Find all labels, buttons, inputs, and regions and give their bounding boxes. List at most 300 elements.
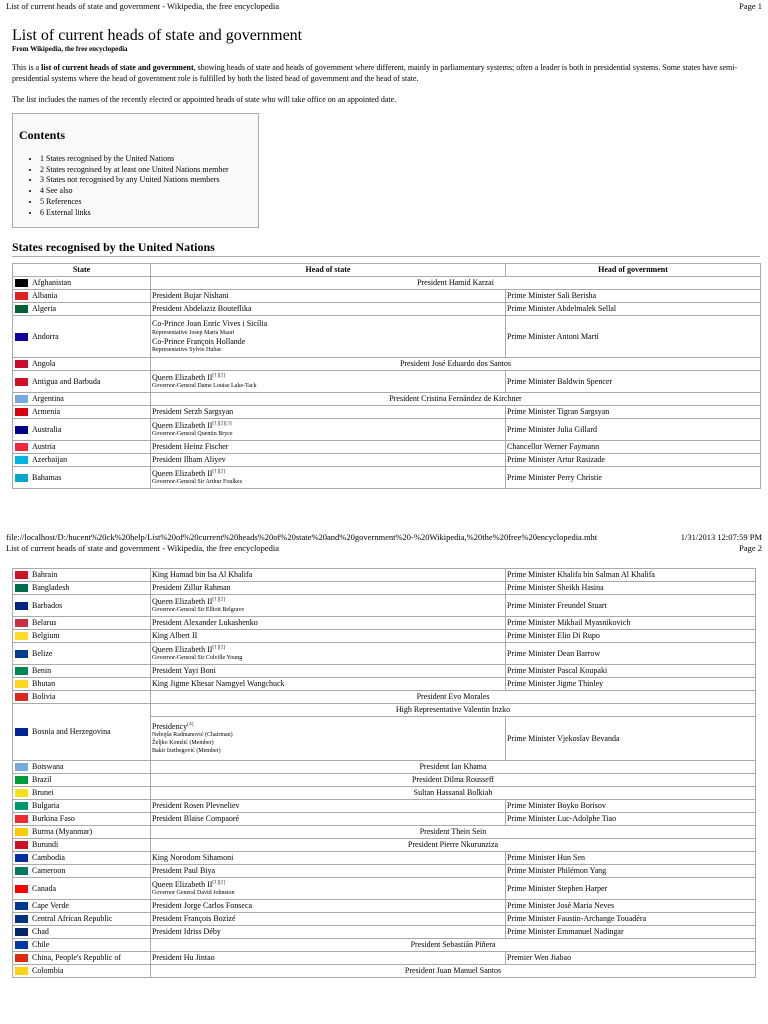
state-name[interactable]: Belgium [32, 631, 60, 641]
table-row [13, 965, 756, 978]
table-row [13, 787, 756, 800]
flag-icon [15, 693, 28, 701]
merged-head-cell [151, 774, 756, 787]
table-header-row [13, 264, 761, 277]
table-row [13, 839, 756, 852]
merged-head-name[interactable]: President Evo Morales [416, 692, 490, 702]
state-name[interactable]: Afghanistan [32, 278, 72, 288]
head-of-government-cell [506, 865, 756, 878]
flag-icon [15, 378, 28, 386]
flag-icon [15, 395, 28, 403]
flag-icon [15, 941, 28, 949]
head-of-state-cell [151, 617, 506, 630]
head-of-government-name[interactable]: Prime Minister Freundel Stuart [507, 600, 607, 610]
flag-icon [15, 474, 28, 482]
head-of-state-name-2[interactable]: Co-Prince François Hollande [152, 336, 246, 346]
citation-ref[interactable]: [1][2][3] [212, 420, 232, 427]
state-cell [13, 678, 151, 691]
state-cell [13, 800, 151, 813]
citation-ref[interactable]: [1][2] [212, 879, 226, 886]
toc-item[interactable]: • 4 See also [40, 186, 252, 197]
head-of-government-name[interactable]: Prime Minister Philémon Yang [507, 866, 607, 876]
toc-item[interactable]: • 6 External links [40, 208, 252, 219]
representative-name[interactable]: Governor-General Quentin Bryce [152, 431, 233, 438]
state-cell [13, 467, 151, 489]
state-name[interactable]: Australia [32, 424, 62, 434]
citation-ref[interactable]: [1][2] [212, 372, 226, 379]
head-of-state-cell [151, 900, 506, 913]
head-of-government-name[interactable]: Prime Minister Faustin-Archange Touadéra [507, 914, 647, 924]
head-of-state-cell [151, 852, 506, 865]
head-of-government-cell [506, 595, 756, 617]
page2-page-label: Page 2 [739, 543, 762, 553]
head-of-state-name[interactable]: President Bujar Nishani [152, 291, 229, 301]
col-header-state: State [13, 264, 151, 277]
head-of-state-name[interactable]: President Heinz Fischer [152, 442, 229, 452]
head-of-state-cell [151, 419, 506, 441]
citation-ref[interactable]: [1][2] [212, 644, 226, 651]
head-of-state-name[interactable]: Queen Elizabeth II [152, 372, 213, 382]
flag-icon [15, 954, 28, 962]
head-of-state-name[interactable]: Queen Elizabeth II [152, 420, 213, 430]
state-cell [13, 952, 151, 965]
representative-name[interactable]: Governor-General Sir Colville Young [152, 655, 243, 662]
state-name[interactable]: Argentina [32, 394, 64, 404]
state-name[interactable]: Chad [32, 927, 49, 937]
table-row [13, 704, 756, 717]
flag-icon [15, 841, 28, 849]
head-of-state-name[interactable]: King Jigme Khesar Namgyel Wangchuck [152, 679, 285, 689]
state-name[interactable]: Antigua and Barbuda [32, 376, 101, 386]
flag-icon [15, 279, 28, 287]
head-of-state-name[interactable]: King Norodom Sihamoni [152, 853, 234, 863]
state-name[interactable]: Armenia [32, 407, 60, 417]
state-cell [13, 582, 151, 595]
table-row [13, 852, 756, 865]
merged-head-cell [151, 393, 761, 406]
state-cell [13, 787, 151, 800]
state-cell [13, 454, 151, 467]
head-of-state-name[interactable]: President Alexander Lukashenko [152, 618, 258, 628]
head-of-government-cell [506, 371, 761, 393]
state-cell [13, 852, 151, 865]
head-of-government-name[interactable]: Prime Minister Sali Berisha [507, 291, 597, 301]
state-cell [13, 290, 151, 303]
state-name[interactable]: Bahamas [32, 472, 62, 482]
page2-header [6, 543, 762, 553]
state-name[interactable]: Cameroon [32, 866, 66, 876]
head-of-government-name[interactable]: Prime Minister Antoni Martí [507, 331, 599, 341]
table-body [13, 569, 756, 978]
state-cell [13, 913, 151, 926]
state-name[interactable]: Algeria [32, 304, 56, 314]
head-of-government-name[interactable]: Prime Minister Emmanuel Nadingar [507, 927, 624, 937]
head-of-government-name[interactable]: Prime Minister Perry Christie [507, 472, 602, 482]
head-of-government-name[interactable]: Prime Minister Luc-Adolphe Tiao [507, 814, 617, 824]
merged-head-cell [151, 787, 756, 800]
merged-head-cell [151, 761, 756, 774]
state-name[interactable]: Brazil [32, 775, 52, 785]
head-of-government-cell [506, 441, 761, 454]
table-row [13, 290, 761, 303]
table-row [13, 774, 756, 787]
flag-icon [15, 584, 28, 592]
flag-icon [15, 885, 28, 893]
page1-footer [6, 532, 762, 542]
state-cell [13, 643, 151, 665]
head-of-government-name[interactable]: Prime Minister Abdelmalek Sellal [507, 304, 617, 314]
head-of-state-name[interactable]: Queen Elizabeth II [152, 596, 213, 606]
state-cell [13, 865, 151, 878]
table-row [13, 878, 756, 900]
flag-icon [15, 650, 28, 658]
state-cell [13, 878, 151, 900]
page1-page-label: Page 1 [739, 1, 762, 11]
representative-name[interactable]: Governor-General Dame Louise Lake-Tack [152, 383, 257, 390]
state-name[interactable]: Bosnia and Herzegovina [32, 727, 111, 737]
head-of-government-cell [506, 419, 761, 441]
state-name[interactable]: Chile [32, 940, 50, 950]
table-row [13, 678, 756, 691]
state-cell [13, 406, 151, 419]
section-rule [12, 256, 760, 257]
merged-head-name[interactable]: President Cristina Fernández de Kirchner [389, 394, 522, 404]
head-of-state-cell [151, 678, 506, 691]
head-of-government-name[interactable]: Prime Minister Artur Rasizade [507, 455, 605, 465]
head-of-state-name[interactable]: Queen Elizabeth II [152, 644, 213, 654]
head-of-state-name[interactable]: President Serzh Sargsyan [152, 407, 234, 417]
citation-ref[interactable]: [1][2] [212, 468, 226, 475]
head-of-state-cell [151, 371, 506, 393]
head-of-state-cell [151, 643, 506, 665]
col-header-head-of-state: Head of state [151, 264, 506, 277]
state-cell [13, 419, 151, 441]
state-name[interactable]: Central African Republic [32, 914, 113, 924]
state-cell [13, 965, 151, 978]
head-of-government-cell [506, 303, 761, 316]
intro-post: , showing heads of state and heads of government where different, mainly in parliamentary systems; often a leader is both in presidential systems. Some states have semi-presidential systems where the head of government role is fulfilled by both the listed head of government and the head of state. [12, 63, 738, 83]
flag-icon [15, 619, 28, 627]
merged-head-cell [151, 965, 756, 978]
state-name[interactable]: Bulgaria [32, 801, 60, 811]
table-row [13, 467, 761, 489]
toc-item[interactable]: • 2 States recognised by at least one United Nations member [40, 165, 252, 176]
state-name[interactable]: Canada [32, 883, 56, 893]
state-name[interactable]: Burkina Faso [32, 814, 75, 824]
table-body [13, 277, 761, 489]
table-row [13, 900, 756, 913]
state-cell [13, 358, 151, 371]
state-name[interactable]: Cape Verde [32, 901, 69, 911]
head-of-government-name[interactable]: Prime Minister Jigme Thinley [507, 679, 604, 689]
state-name[interactable]: Burma (Myanmar) [32, 827, 93, 837]
state-cell [13, 761, 151, 774]
head-of-state-name[interactable]: Co-Prince Joan Enric Vives i Sicília [152, 318, 268, 328]
state-name[interactable]: Bahrain [32, 570, 58, 580]
head-of-state-cell [151, 316, 506, 358]
intro-paragraph-2: The list includes the names of the recently elected or appointed heads of state who will take office on an appointed date. [12, 95, 397, 104]
state-name[interactable]: China, People's Republic of [32, 953, 121, 963]
head-of-government-cell [506, 717, 756, 761]
state-name[interactable]: Burundi [32, 840, 59, 850]
table-row [13, 303, 761, 316]
merged-head-cell [151, 358, 761, 371]
head-of-state-name[interactable]: President Ilham Aliyev [152, 455, 226, 465]
toc-item[interactable]: • 3 States not recognised by any United Nations members [40, 175, 252, 186]
state-cell [13, 303, 151, 316]
table-row [13, 800, 756, 813]
head-of-government-cell [506, 467, 761, 489]
head-of-government-name[interactable]: Prime Minister Dean Barrow [507, 648, 601, 658]
flag-icon [15, 728, 28, 736]
head-of-government-cell [506, 952, 756, 965]
footer-path: file://localhost/D:/hucent%20ck%20help/List%20of%20current%20heads%20of%20state%20and%20government%20-%20Wikipedia,%20the%20free%20encyclopedia.mht [6, 532, 598, 542]
merged-head-name[interactable]: President José Eduardo dos Santos [399, 359, 512, 369]
merged-head-name[interactable]: President Thein Sein [419, 827, 487, 837]
head-of-government-name[interactable]: Prime Minister Boyko Borisov [507, 801, 606, 811]
table-row [13, 441, 761, 454]
head-of-government-cell [506, 913, 756, 926]
head-of-government-name[interactable]: Prime Minister Hun Sen [507, 853, 585, 863]
head-of-state-name[interactable]: President Blaise Compaoré [152, 814, 240, 824]
head-of-state-cell [151, 865, 506, 878]
head-of-government-cell [506, 406, 761, 419]
table-row [13, 826, 756, 839]
state-name[interactable]: Belize [32, 648, 53, 658]
citation-ref[interactable]: [1][2] [212, 596, 226, 603]
head-of-state-cell [151, 952, 506, 965]
flag-icon [15, 571, 28, 579]
merged-head-cell [151, 277, 761, 290]
state-name[interactable]: Bhutan [32, 679, 56, 689]
head-of-government-name[interactable]: Prime Minister Baldwin Spencer [507, 376, 613, 386]
state-name[interactable]: Austria [32, 442, 56, 452]
merged-head-name[interactable]: President Dilma Rousseff [411, 775, 495, 785]
state-name[interactable]: Angola [32, 359, 56, 369]
state-cell [13, 595, 151, 617]
representative-name[interactable]: Representative Josep Maria Mauri [152, 329, 235, 336]
flag-icon [15, 680, 28, 688]
head-of-state-name[interactable]: King Albert II [152, 631, 198, 641]
citation-ref[interactable]: [4] [187, 721, 194, 728]
head-of-government-name[interactable]: Prime Minister Julia Gillard [507, 424, 597, 434]
state-cell [13, 939, 151, 952]
state-cell [13, 393, 151, 406]
state-name[interactable]: Colombia [32, 966, 64, 976]
presidency-member[interactable]: Željko Komšić (Member) [152, 740, 214, 747]
state-name[interactable]: Barbados [32, 600, 63, 610]
section-heading: States recognised by the United Nations [12, 240, 215, 254]
toc-item[interactable]: • 5 References [40, 197, 252, 208]
table-row [13, 691, 756, 704]
table-row [13, 406, 761, 419]
table-row [13, 813, 756, 826]
head-of-government-cell [506, 630, 756, 643]
merged-head-name[interactable]: President Hamid Karzai [417, 278, 494, 288]
head-of-state-cell [151, 454, 506, 467]
head-of-state-name[interactable]: King Hamad bin Isa Al Khalifa [152, 570, 253, 580]
state-cell [13, 691, 151, 704]
head-of-state-name[interactable]: Queen Elizabeth II [152, 879, 213, 889]
flag-icon [15, 854, 28, 862]
presidency-member[interactable]: Nebojša Radmanović (Chairman) [152, 732, 233, 739]
state-cell [13, 813, 151, 826]
flag-icon [15, 802, 28, 810]
head-of-government-cell [506, 617, 756, 630]
representative-name-2[interactable]: Representative Sylvie Hubac [152, 347, 222, 354]
table-row [13, 419, 761, 441]
state-name[interactable]: Brunei [32, 788, 54, 798]
head-of-government-name[interactable]: Premier Wen Jiabao [507, 953, 572, 963]
state-cell [13, 826, 151, 839]
table-row [13, 913, 756, 926]
state-name[interactable]: Cambodia [32, 853, 65, 863]
head-of-state-name[interactable]: Queen Elizabeth II [152, 468, 213, 478]
flag-icon [15, 360, 28, 368]
head-of-government-name[interactable]: Prime Minister Elio Di Rupo [507, 631, 600, 641]
head-of-government-cell [506, 878, 756, 900]
page1-header-title: List of current heads of state and government - Wikipedia, the free encyclopedia [6, 1, 280, 11]
flag-icon [15, 928, 28, 936]
flag-icon [15, 828, 28, 836]
state-name[interactable]: Andorra [32, 331, 59, 341]
flag-icon [15, 333, 28, 341]
flag-icon [15, 902, 28, 910]
state-cell [13, 630, 151, 643]
head-of-state-name[interactable]: President Hu Jintao [152, 953, 215, 963]
merged-head-name[interactable]: President Ian Khama [419, 762, 487, 772]
table-row [13, 393, 761, 406]
table-row [13, 952, 756, 965]
head-of-government-cell [506, 813, 756, 826]
head-of-state-cell [151, 569, 506, 582]
head-of-state-cell [151, 717, 506, 761]
flag-icon [15, 763, 28, 771]
head-of-state-cell [151, 665, 506, 678]
merged-head-cell [151, 826, 756, 839]
table-of-contents [12, 113, 259, 228]
head-of-government-name[interactable]: Prime Minister Khalifa bin Salman Al Khalifa [507, 570, 655, 580]
table-row [13, 617, 756, 630]
head-of-state-name[interactable]: President François Bozizé [152, 914, 236, 924]
head-of-government-name[interactable]: Prime Minister Stephen Harper [507, 883, 608, 893]
table-row [13, 665, 756, 678]
merged-head-name[interactable]: Sultan Hassanal Bolkiah [413, 788, 493, 798]
head-of-state-name[interactable]: President Paul Biya [152, 866, 216, 876]
table-row [13, 630, 756, 643]
table-row [13, 926, 756, 939]
state-name[interactable]: Azerbaijan [32, 455, 68, 465]
head-of-government-name[interactable]: Prime Minister Pascal Koupaki [507, 666, 608, 676]
page-title: List of current heads of state and government [12, 27, 303, 44]
state-name[interactable]: Botswana [32, 762, 64, 772]
state-name[interactable]: Benin [32, 666, 52, 676]
head-of-state-cell [151, 290, 506, 303]
high-representative-name[interactable]: High Representative Valentin Inzko [395, 705, 511, 715]
head-of-government-name[interactable]: Prime Minister Sheikh Hasina [507, 583, 604, 593]
merged-head-name[interactable]: President Pierre Nkurunziza [407, 840, 499, 850]
representative-name[interactable]: Governor-General Sir Elliott Belgrave [152, 607, 245, 614]
state-cell [13, 569, 151, 582]
head-of-state-cell [151, 813, 506, 826]
merged-head-cell [151, 939, 756, 952]
table-row [13, 865, 756, 878]
flag-icon [15, 426, 28, 434]
merged-head-name[interactable]: President Juan Manuel Santos [404, 966, 502, 976]
table-row [13, 569, 756, 582]
head-of-government-name[interactable]: Prime Minister Mikhail Myasnikovich [507, 618, 631, 628]
head-of-government-cell [506, 900, 756, 913]
head-of-government-cell [506, 316, 761, 358]
state-cell [13, 704, 151, 761]
head-of-government-cell [506, 569, 756, 582]
representative-name[interactable]: Governor General David Johnston [152, 890, 235, 897]
head-of-state-cell [151, 926, 506, 939]
table-row [13, 643, 756, 665]
state-cell [13, 926, 151, 939]
flag-icon [15, 776, 28, 784]
table-row [13, 939, 756, 952]
intro-bold: list of current heads of state and government [41, 63, 194, 72]
head-of-state-name[interactable]: President Jorge Carlos Fonseca [152, 901, 253, 911]
flag-icon [15, 967, 28, 975]
page1-header [6, 1, 762, 11]
flag-icon [15, 602, 28, 610]
head-of-government-name[interactable]: Prime Minister José Maria Neves [507, 901, 615, 911]
head-of-state-name[interactable]: President Idriss Déby [152, 927, 221, 937]
head-of-state-cell [151, 467, 506, 489]
flag-icon [15, 667, 28, 675]
state-name[interactable]: Bangladesh [32, 583, 70, 593]
head-of-state-name[interactable]: President Zillur Rahman [152, 583, 231, 593]
state-cell [13, 774, 151, 787]
head-of-government-name[interactable]: Chancellor Werner Faymann [507, 442, 600, 452]
head-of-state-name[interactable]: President Rosen Plevneliev [152, 801, 240, 811]
head-of-state-name[interactable]: Presidency [152, 721, 188, 731]
head-of-government-name[interactable]: Prime Minister Vjekoslav Bevanda [507, 733, 620, 743]
table-row [13, 582, 756, 595]
flag-icon [15, 815, 28, 823]
merged-head-name[interactable]: President Sebastián Piñera [410, 940, 496, 950]
presidency-member[interactable]: Bakir Izetbegović (Member) [152, 748, 221, 755]
table-row [13, 371, 761, 393]
footer-date: 1/31/2013 12:07:59 PM [680, 532, 762, 542]
merged-head-cell [151, 691, 756, 704]
toc-item[interactable]: • 1 States recognised by the United Nations [40, 154, 252, 165]
head-of-state-cell [151, 303, 506, 316]
flag-icon [15, 305, 28, 313]
head-of-government-cell [506, 643, 756, 665]
flag-icon [15, 632, 28, 640]
representative-name[interactable]: Governor-General Sir Arthur Foulkes [152, 479, 243, 486]
head-of-government-cell [506, 926, 756, 939]
state-name[interactable]: Belarus [32, 618, 57, 628]
flag-icon [15, 789, 28, 797]
high-representative-cell [151, 704, 756, 717]
state-cell [13, 665, 151, 678]
head-of-government-name[interactable]: Prime Minister Tigran Sargsyan [507, 407, 610, 417]
head-of-state-name[interactable]: President Abdelaziz Bouteflika [152, 304, 252, 314]
head-of-state-cell [151, 582, 506, 595]
head-of-government-cell [506, 665, 756, 678]
state-name[interactable]: Bolivia [32, 692, 56, 702]
head-of-state-cell [151, 800, 506, 813]
head-of-government-cell [506, 800, 756, 813]
state-cell [13, 441, 151, 454]
head-of-state-cell [151, 878, 506, 900]
state-name[interactable]: Albania [32, 291, 58, 301]
head-of-state-name[interactable]: President Yayi Boni [152, 666, 216, 676]
